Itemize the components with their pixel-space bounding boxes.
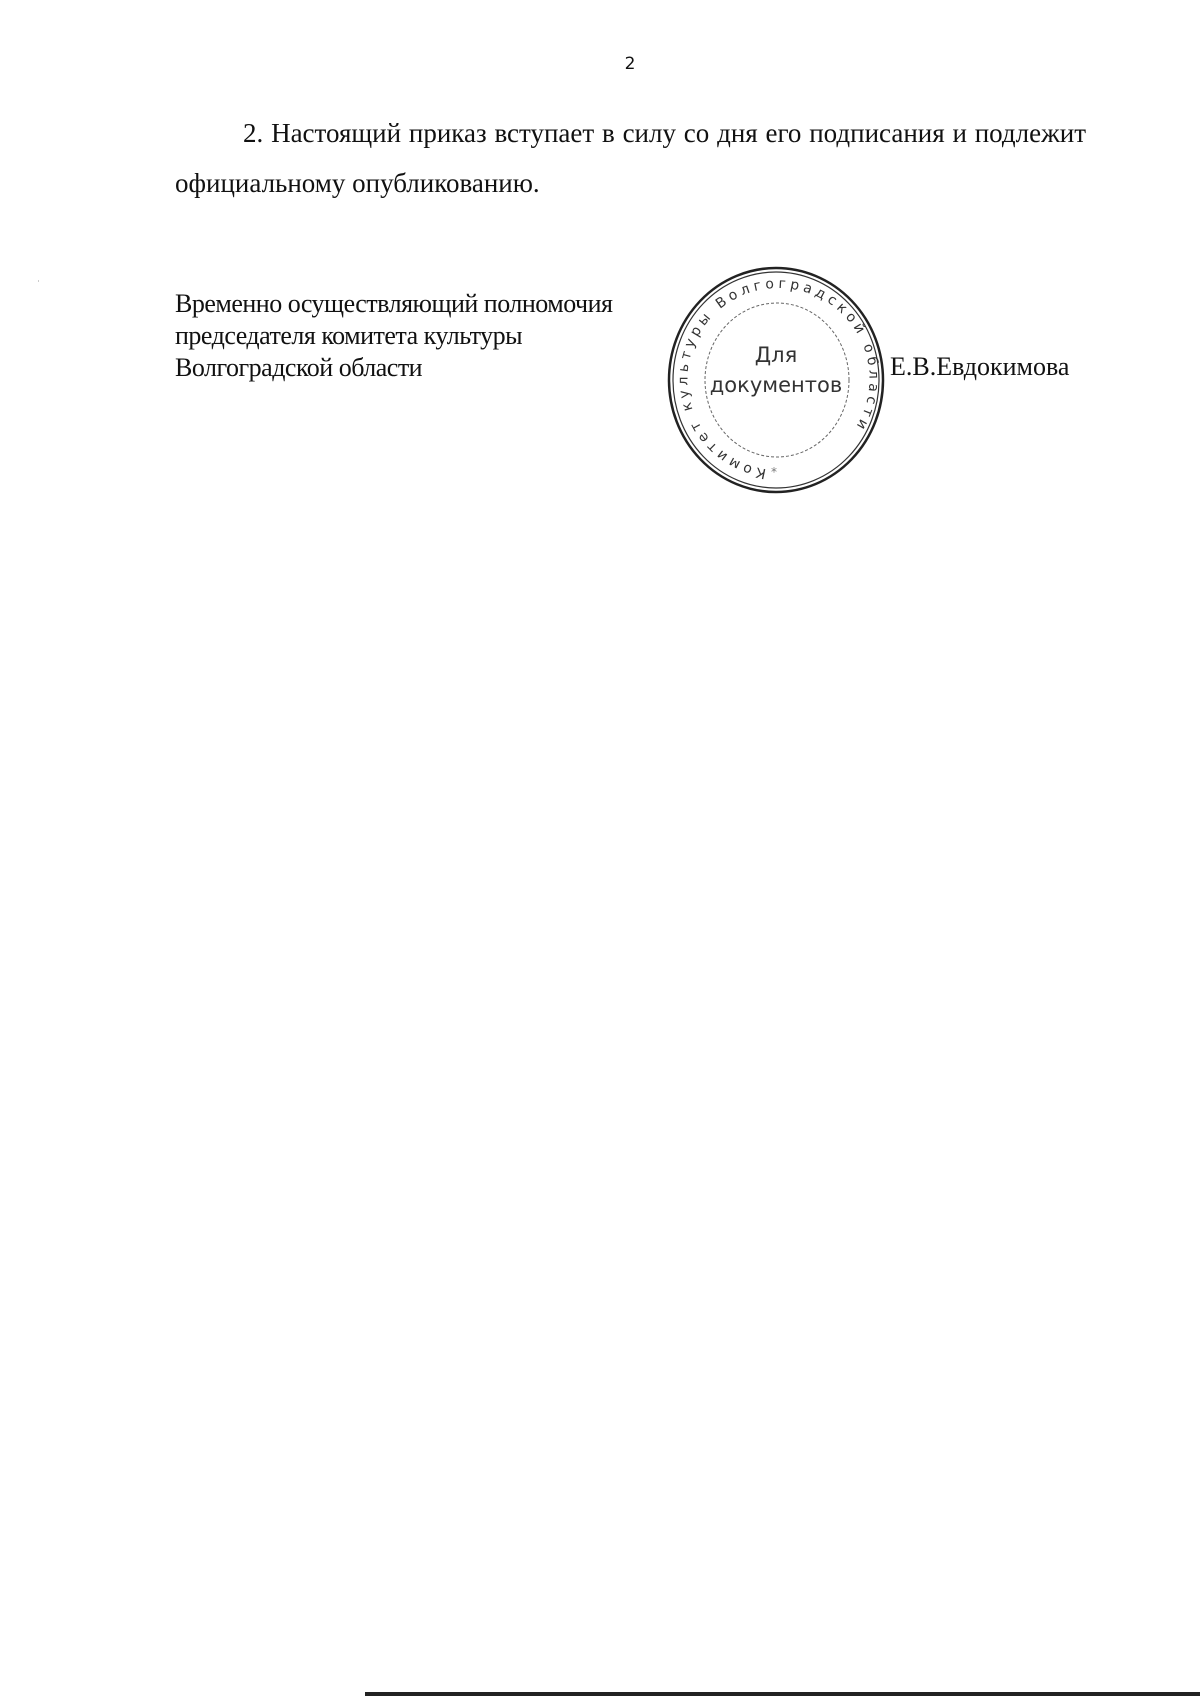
seal-center-text — [665, 340, 887, 400]
seal-center-line: документов — [709, 373, 843, 397]
signatory-title — [175, 288, 645, 384]
signatory-title-line: Временно осуществляющий полномочия — [175, 289, 613, 318]
seal-bottom-mark: * — [771, 465, 777, 479]
signatory-name: Е.В.Евдокимова — [890, 352, 1070, 381]
page-number: 2 — [624, 54, 636, 74]
scan-speck — [38, 280, 39, 282]
bottom-scan-rule — [365, 1692, 1200, 1696]
signatory-title-line: председателя комитета культуры — [175, 321, 523, 350]
seal-center-line: Для — [754, 343, 798, 367]
seal-ring-text-path: Комитет культуры Волгоградской области — [675, 275, 882, 482]
signatory-title-line: Волгоградской области — [175, 353, 423, 382]
official-seal — [665, 264, 891, 496]
body-paragraph: 2. Настоящий приказ вступает в силу со дня его подписания и подлежит официальному опубликованию. — [175, 118, 1086, 198]
